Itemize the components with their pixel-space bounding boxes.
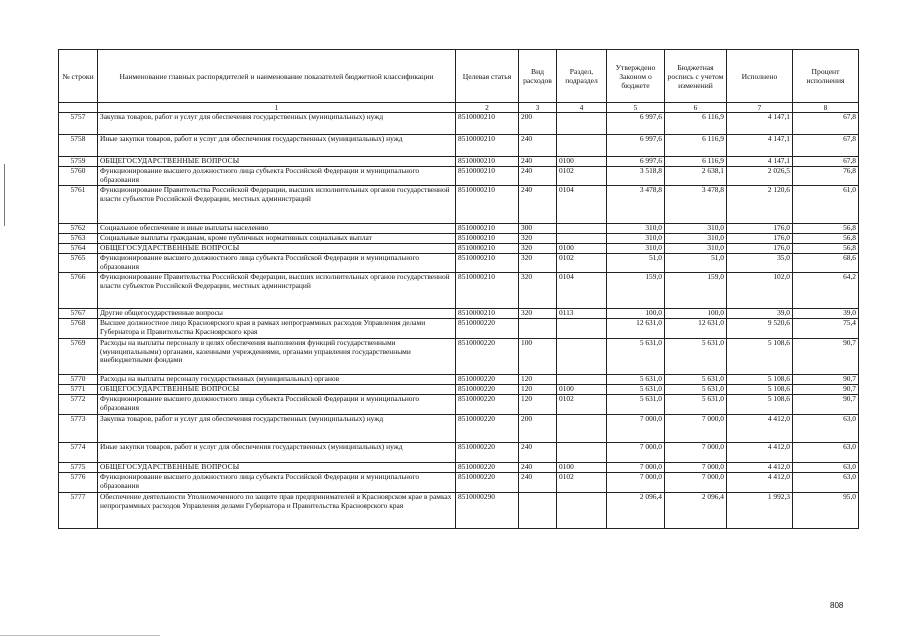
row-section: 0100 bbox=[557, 385, 607, 395]
row-budget-list: 310,0 bbox=[665, 224, 727, 234]
row-target-article: 8510000220 bbox=[456, 473, 519, 493]
row-approved: 159,0 bbox=[607, 273, 665, 309]
scan-artifact-line bbox=[0, 635, 160, 636]
row-percent: 90,7 bbox=[793, 339, 859, 375]
header-approved: Утверждено Законом о бюджете bbox=[607, 50, 665, 103]
row-target-article: 8510000220 bbox=[456, 375, 519, 385]
row-section bbox=[557, 375, 607, 385]
row-target-article: 8510000210 bbox=[456, 113, 519, 135]
row-number: 5770 bbox=[59, 375, 98, 385]
row-expense-type: 240 bbox=[519, 186, 557, 224]
row-target-article: 8510000220 bbox=[456, 319, 519, 339]
row-number: 5765 bbox=[59, 254, 98, 273]
row-name: Социальное обеспечение и иные выплаты населению bbox=[98, 224, 456, 234]
row-executed: 176,0 bbox=[727, 224, 793, 234]
header-name: Наименование главных распорядителей и наименование показателей бюджетной классификации bbox=[98, 50, 456, 103]
col-number: 4 bbox=[557, 103, 607, 113]
row-expense-type: 240 bbox=[519, 135, 557, 157]
row-section: 0113 bbox=[557, 309, 607, 319]
row-name: Расходы на выплаты персоналу государственных (муниципальных) органов bbox=[98, 375, 456, 385]
header-code: Целевая статья bbox=[456, 50, 519, 103]
row-number: 5777 bbox=[59, 493, 98, 529]
row-number: 5768 bbox=[59, 319, 98, 339]
row-name: ОБЩЕГОСУДАРСТВЕННЫЕ ВОПРОСЫ bbox=[98, 244, 456, 254]
col-number: 2 bbox=[456, 103, 519, 113]
row-target-article: 8510000210 bbox=[456, 224, 519, 234]
row-section bbox=[557, 234, 607, 244]
row-number: 5764 bbox=[59, 244, 98, 254]
row-target-article: 8510000210 bbox=[456, 273, 519, 309]
row-budget-list: 6 116,9 bbox=[665, 113, 727, 135]
row-percent: 63,0 bbox=[793, 415, 859, 443]
page-number: 808 bbox=[830, 601, 844, 610]
row-percent: 56,8 bbox=[793, 234, 859, 244]
row-section bbox=[557, 415, 607, 443]
row-name: Иные закупки товаров, работ и услуг для обеспечения государственных (муниципальных) нужд bbox=[98, 135, 456, 157]
table-row bbox=[59, 395, 859, 415]
row-expense-type: 300 bbox=[519, 224, 557, 234]
row-approved: 310,0 bbox=[607, 244, 665, 254]
header-executed: Исполнено bbox=[727, 50, 793, 103]
row-name: ОБЩЕГОСУДАРСТВЕННЫЕ ВОПРОСЫ bbox=[98, 463, 456, 473]
row-target-article: 8510000220 bbox=[456, 443, 519, 463]
header-budget-list: Бюджетная роспись с учетом изменений bbox=[665, 50, 727, 103]
row-approved: 5 631,0 bbox=[607, 385, 665, 395]
row-number: 5772 bbox=[59, 395, 98, 415]
col-number: 1 bbox=[98, 103, 456, 113]
table-row bbox=[59, 309, 859, 319]
header-vid: Вид расходов bbox=[519, 50, 557, 103]
row-target-article: 8510000220 bbox=[456, 339, 519, 375]
row-section: 0104 bbox=[557, 186, 607, 224]
row-executed: 4 147,1 bbox=[727, 135, 793, 157]
row-approved: 3 518,8 bbox=[607, 167, 665, 186]
row-percent: 56,8 bbox=[793, 244, 859, 254]
row-name: Функционирование высшего должностного лица субъекта Российской Федерации и муниципального образования bbox=[98, 254, 456, 273]
table-header-row bbox=[59, 50, 859, 103]
col-number: 6 bbox=[665, 103, 727, 113]
table-row bbox=[59, 473, 859, 493]
table-row bbox=[59, 167, 859, 186]
row-section: 0100 bbox=[557, 244, 607, 254]
table-row bbox=[59, 254, 859, 273]
row-number: 5771 bbox=[59, 385, 98, 395]
row-budget-list: 7 000,0 bbox=[665, 415, 727, 443]
row-approved: 7 000,0 bbox=[607, 415, 665, 443]
row-name: Закупка товаров, работ и услуг для обеспечения государственных (муниципальных) нужд bbox=[98, 113, 456, 135]
table-row bbox=[59, 186, 859, 224]
table-row bbox=[59, 224, 859, 234]
row-budget-list: 5 631,0 bbox=[665, 395, 727, 415]
row-expense-type: 120 bbox=[519, 375, 557, 385]
row-executed: 5 108,6 bbox=[727, 385, 793, 395]
row-approved: 3 478,8 bbox=[607, 186, 665, 224]
row-percent: 67,8 bbox=[793, 157, 859, 167]
row-number: 5776 bbox=[59, 473, 98, 493]
row-percent: 39,0 bbox=[793, 309, 859, 319]
row-expense-type bbox=[519, 493, 557, 529]
row-number: 5757 bbox=[59, 113, 98, 135]
row-budget-list: 51,0 bbox=[665, 254, 727, 273]
row-section: 0104 bbox=[557, 273, 607, 309]
row-budget-list: 100,0 bbox=[665, 309, 727, 319]
row-expense-type: 120 bbox=[519, 385, 557, 395]
row-expense-type: 240 bbox=[519, 473, 557, 493]
table-row bbox=[59, 493, 859, 529]
row-name: Функционирование высшего должностного лица субъекта Российской Федерации и муниципального образования bbox=[98, 167, 456, 186]
row-name: Функционирование высшего должностного лица субъекта Российской Федерации и муниципального образования bbox=[98, 395, 456, 415]
row-expense-type: 240 bbox=[519, 167, 557, 186]
row-budget-list: 5 631,0 bbox=[665, 339, 727, 375]
row-executed: 4 147,1 bbox=[727, 113, 793, 135]
row-executed: 1 992,3 bbox=[727, 493, 793, 529]
row-expense-type bbox=[519, 319, 557, 339]
row-percent: 90,7 bbox=[793, 385, 859, 395]
row-expense-type: 320 bbox=[519, 273, 557, 309]
row-target-article: 8510000210 bbox=[456, 244, 519, 254]
row-percent: 61,0 bbox=[793, 186, 859, 224]
row-name: Функционирование Правительства Российской Федерации, высших исполнительных органов государственной власти субъектов Российской Федерации, местных администраций bbox=[98, 273, 456, 309]
row-percent: 63,0 bbox=[793, 443, 859, 463]
row-number: 5767 bbox=[59, 309, 98, 319]
row-target-article: 8510000220 bbox=[456, 395, 519, 415]
row-percent: 68,6 bbox=[793, 254, 859, 273]
row-expense-type: 320 bbox=[519, 254, 557, 273]
scan-artifact-line bbox=[4, 164, 5, 226]
row-name: Обеспечение деятельности Уполномоченного по защите прав предпринимателей в Красноярском крае в рамках непрограммных расходов Управления делами Губернатора и Правительства Красноярского края bbox=[98, 493, 456, 529]
row-target-article: 8510000220 bbox=[456, 385, 519, 395]
row-expense-type: 320 bbox=[519, 234, 557, 244]
row-approved: 5 631,0 bbox=[607, 339, 665, 375]
row-target-article: 8510000210 bbox=[456, 135, 519, 157]
col-number: 8 bbox=[793, 103, 859, 113]
row-section: 0102 bbox=[557, 254, 607, 273]
header-num: № строки bbox=[59, 50, 98, 103]
row-name: ОБЩЕГОСУДАРСТВЕННЫЕ ВОПРОСЫ bbox=[98, 385, 456, 395]
row-budget-list: 7 000,0 bbox=[665, 463, 727, 473]
row-target-article: 8510000290 bbox=[456, 493, 519, 529]
row-executed: 4 412,0 bbox=[727, 443, 793, 463]
row-name: Другие общегосударственные вопросы bbox=[98, 309, 456, 319]
header-percent: Процент исполнения bbox=[793, 50, 859, 103]
row-section bbox=[557, 319, 607, 339]
row-number: 5769 bbox=[59, 339, 98, 375]
col-number: 5 bbox=[607, 103, 665, 113]
row-target-article: 8510000210 bbox=[456, 186, 519, 224]
row-executed: 35,0 bbox=[727, 254, 793, 273]
row-expense-type: 320 bbox=[519, 244, 557, 254]
row-number: 5774 bbox=[59, 443, 98, 463]
row-executed: 5 108,6 bbox=[727, 395, 793, 415]
row-budget-list: 5 631,0 bbox=[665, 375, 727, 385]
row-percent: 67,8 bbox=[793, 135, 859, 157]
row-number: 5760 bbox=[59, 167, 98, 186]
row-name: Функционирование Правительства Российской Федерации, высших исполнительных органов государственной власти субъектов Российской Федерации, местных администраций bbox=[98, 186, 456, 224]
row-percent: 95,0 bbox=[793, 493, 859, 529]
row-target-article: 8510000210 bbox=[456, 167, 519, 186]
row-percent: 67,8 bbox=[793, 113, 859, 135]
row-target-article: 8510000220 bbox=[456, 415, 519, 443]
row-percent: 90,7 bbox=[793, 375, 859, 385]
table-body bbox=[59, 113, 859, 529]
row-approved: 51,0 bbox=[607, 254, 665, 273]
row-number: 5775 bbox=[59, 463, 98, 473]
row-approved: 7 000,0 bbox=[607, 473, 665, 493]
col-number bbox=[59, 103, 98, 113]
row-section bbox=[557, 493, 607, 529]
row-name: Функционирование высшего должностного лица субъекта Российской Федерации и муниципального образования bbox=[98, 473, 456, 493]
row-expense-type: 200 bbox=[519, 415, 557, 443]
table-row bbox=[59, 244, 859, 254]
table-row bbox=[59, 375, 859, 385]
row-percent: 56,8 bbox=[793, 224, 859, 234]
column-number-row bbox=[59, 103, 859, 113]
row-approved: 7 000,0 bbox=[607, 463, 665, 473]
row-budget-list: 12 631,0 bbox=[665, 319, 727, 339]
row-executed: 176,0 bbox=[727, 234, 793, 244]
table-row bbox=[59, 273, 859, 309]
row-name: Социальные выплаты гражданам, кроме публичных нормативных социальных выплат bbox=[98, 234, 456, 244]
table-row bbox=[59, 157, 859, 167]
row-executed: 2 026,5 bbox=[727, 167, 793, 186]
budget-table bbox=[58, 49, 859, 529]
row-approved: 6 997,6 bbox=[607, 157, 665, 167]
row-name: Закупка товаров, работ и услуг для обеспечения государственных (муниципальных) нужд bbox=[98, 415, 456, 443]
row-approved: 7 000,0 bbox=[607, 443, 665, 463]
row-name: ОБЩЕГОСУДАРСТВЕННЫЕ ВОПРОСЫ bbox=[98, 157, 456, 167]
row-budget-list: 5 631,0 bbox=[665, 385, 727, 395]
row-section: 0102 bbox=[557, 473, 607, 493]
row-executed: 4 147,1 bbox=[727, 157, 793, 167]
row-section bbox=[557, 443, 607, 463]
row-approved: 6 997,6 bbox=[607, 113, 665, 135]
row-expense-type: 240 bbox=[519, 443, 557, 463]
row-number: 5761 bbox=[59, 186, 98, 224]
row-percent: 90,7 bbox=[793, 395, 859, 415]
row-name: Расходы на выплаты персоналу в целях обеспечения выполнения функций государственными (муниципальными) органами, казенными учреждениями, органами управления государственными внебюджетными фондами bbox=[98, 339, 456, 375]
row-budget-list: 6 116,9 bbox=[665, 135, 727, 157]
row-expense-type: 120 bbox=[519, 395, 557, 415]
row-expense-type: 240 bbox=[519, 463, 557, 473]
row-percent: 63,0 bbox=[793, 473, 859, 493]
row-target-article: 8510000220 bbox=[456, 463, 519, 473]
row-executed: 176,0 bbox=[727, 244, 793, 254]
row-percent: 64,2 bbox=[793, 273, 859, 309]
row-number: 5758 bbox=[59, 135, 98, 157]
row-number: 5773 bbox=[59, 415, 98, 443]
row-budget-list: 7 000,0 bbox=[665, 443, 727, 463]
row-approved: 310,0 bbox=[607, 224, 665, 234]
row-section: 0102 bbox=[557, 395, 607, 415]
row-percent: 75,4 bbox=[793, 319, 859, 339]
row-approved: 100,0 bbox=[607, 309, 665, 319]
row-section: 0100 bbox=[557, 463, 607, 473]
row-expense-type: 200 bbox=[519, 113, 557, 135]
table-row bbox=[59, 385, 859, 395]
table-row bbox=[59, 234, 859, 244]
row-budget-list: 2 638,1 bbox=[665, 167, 727, 186]
row-name: Высшее должностное лицо Красноярского края в рамках непрограммных расходов Управления делами Губернатора и Правительства Красноярского края bbox=[98, 319, 456, 339]
row-number: 5762 bbox=[59, 224, 98, 234]
row-section bbox=[557, 135, 607, 157]
row-approved: 5 631,0 bbox=[607, 395, 665, 415]
row-executed: 39,0 bbox=[727, 309, 793, 319]
row-target-article: 8510000210 bbox=[456, 157, 519, 167]
row-section bbox=[557, 224, 607, 234]
row-budget-list: 7 000,0 bbox=[665, 473, 727, 493]
row-section: 0102 bbox=[557, 167, 607, 186]
row-budget-list: 3 478,8 bbox=[665, 186, 727, 224]
row-approved: 5 631,0 bbox=[607, 375, 665, 385]
row-budget-list: 310,0 bbox=[665, 234, 727, 244]
row-executed: 4 412,0 bbox=[727, 473, 793, 493]
row-name: Иные закупки товаров, работ и услуг для обеспечения государственных (муниципальных) нужд bbox=[98, 443, 456, 463]
row-executed: 5 108,6 bbox=[727, 339, 793, 375]
row-budget-list: 6 116,9 bbox=[665, 157, 727, 167]
table-row bbox=[59, 443, 859, 463]
row-target-article: 8510000210 bbox=[456, 309, 519, 319]
row-number: 5759 bbox=[59, 157, 98, 167]
row-number: 5766 bbox=[59, 273, 98, 309]
row-percent: 63,0 bbox=[793, 463, 859, 473]
row-executed: 9 520,6 bbox=[727, 319, 793, 339]
table-row bbox=[59, 319, 859, 339]
row-section bbox=[557, 113, 607, 135]
table-row bbox=[59, 415, 859, 443]
col-number: 3 bbox=[519, 103, 557, 113]
row-approved: 2 096,4 bbox=[607, 493, 665, 529]
row-executed: 4 412,0 bbox=[727, 463, 793, 473]
row-expense-type: 320 bbox=[519, 309, 557, 319]
row-approved: 6 997,6 bbox=[607, 135, 665, 157]
row-number: 5763 bbox=[59, 234, 98, 244]
table-row bbox=[59, 135, 859, 157]
row-target-article: 8510000210 bbox=[456, 254, 519, 273]
row-expense-type: 100 bbox=[519, 339, 557, 375]
row-executed: 102,0 bbox=[727, 273, 793, 309]
row-percent: 76,8 bbox=[793, 167, 859, 186]
row-executed: 5 108,6 bbox=[727, 375, 793, 385]
row-budget-list: 159,0 bbox=[665, 273, 727, 309]
row-expense-type: 240 bbox=[519, 157, 557, 167]
header-razdel: Раздел, подраздел bbox=[557, 50, 607, 103]
table-row bbox=[59, 463, 859, 473]
row-approved: 12 631,0 bbox=[607, 319, 665, 339]
row-budget-list: 2 096,4 bbox=[665, 493, 727, 529]
table-row bbox=[59, 113, 859, 135]
row-executed: 4 412,0 bbox=[727, 415, 793, 443]
row-approved: 310,0 bbox=[607, 234, 665, 244]
row-budget-list: 310,0 bbox=[665, 244, 727, 254]
row-executed: 2 120,6 bbox=[727, 186, 793, 224]
col-number: 7 bbox=[727, 103, 793, 113]
row-target-article: 8510000210 bbox=[456, 234, 519, 244]
row-section: 0100 bbox=[557, 157, 607, 167]
table-row bbox=[59, 339, 859, 375]
row-section bbox=[557, 339, 607, 375]
